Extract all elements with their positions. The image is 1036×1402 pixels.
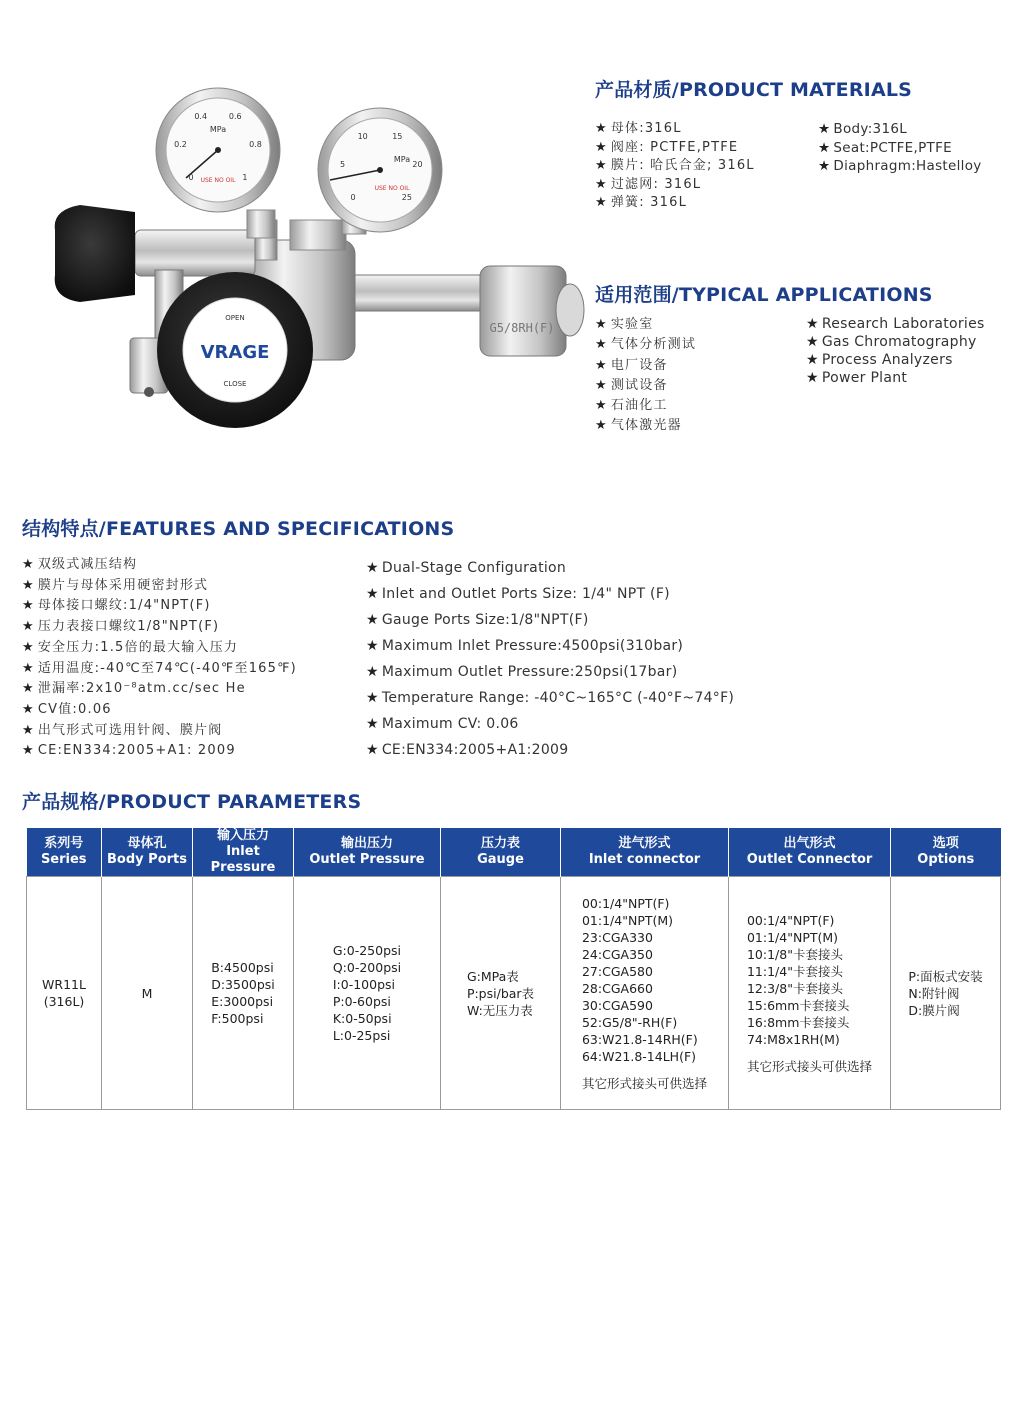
cell-inlet-connector [561, 877, 729, 1110]
column-header-zh: 进气形式 [618, 836, 671, 851]
list-item [595, 157, 755, 176]
column-header-zh: 母体孔 [127, 836, 167, 851]
star-icon: ★ [22, 743, 35, 759]
gauge-tick-label: 20 [412, 160, 423, 170]
list-item [366, 685, 734, 711]
star-icon: ★ [366, 742, 379, 758]
star-icon: ★ [366, 638, 379, 654]
cell-line: 64:W21.8-14LH(F) [581, 1048, 697, 1064]
outlet-marking: G5/8RH(F) [489, 321, 555, 335]
cell-line: 23:CGA330 [581, 929, 653, 945]
cell-line: 52:G5/8"-RH(F) [581, 1014, 678, 1030]
cell-options [891, 877, 1001, 1110]
star-icon: ★ [595, 176, 608, 192]
star-icon: ★ [595, 158, 608, 173]
applications-en-list [806, 315, 985, 387]
list-item [595, 335, 696, 355]
list-item-text: Body:316L [833, 121, 908, 137]
column-header-en: Body Ports [107, 852, 187, 867]
list-item [366, 737, 734, 763]
brand-logo: VRAGE [200, 342, 270, 363]
column-header-zh: 输出压力 [340, 836, 393, 851]
gauge-tick-label: 25 [401, 192, 412, 202]
cell-line: K:0-50psi [332, 1011, 392, 1026]
list-item-text: 安全压力:1.5倍的最大输入压力 [37, 639, 239, 655]
gauge-tick-label: 0 [350, 192, 356, 202]
list-item [366, 659, 734, 685]
list-item-text: 实验室 [610, 317, 654, 332]
column-header-zh: 压力表 [480, 836, 520, 851]
list-item-text: 母体:316L [610, 121, 682, 136]
list-item [595, 396, 696, 416]
list-item-text: 气体激光器 [610, 418, 682, 434]
list-item-text: 弹簧: 316L [610, 195, 688, 210]
materials-en-list [818, 120, 982, 176]
cell-line: Q:0-200psi [332, 960, 402, 975]
list-item [22, 638, 297, 659]
list-item [22, 617, 297, 638]
star-icon: ★ [806, 316, 819, 332]
list-item-text: Diaphragm:Hastelloy [833, 158, 982, 174]
list-item [595, 315, 696, 335]
star-icon: ★ [595, 139, 608, 155]
knob-close-label: CLOSE [223, 380, 247, 388]
gauge-tick-label: 1 [242, 172, 248, 182]
column-header [891, 828, 1001, 877]
cell-line: W:无压力表 [466, 1002, 533, 1018]
star-icon: ★ [22, 598, 35, 614]
gauge-tick-label: 0 [188, 172, 194, 182]
column-header [561, 828, 729, 877]
list-item [595, 356, 696, 376]
cell-line: M [141, 985, 153, 1001]
list-item [818, 157, 982, 176]
column-header-zh: 输入压力 [216, 828, 269, 843]
list-item-text: CE:EN334:2005+A1:2009 [381, 742, 569, 758]
list-item-text: Maximum CV: 0.06 [381, 716, 519, 732]
parameters-heading: 产品规格/PRODUCT PARAMETERS [22, 791, 362, 813]
cell-outlet-pressure [294, 877, 441, 1110]
cell-line: P:psi/bar表 [466, 985, 535, 1001]
list-item [595, 139, 755, 158]
star-icon: ★ [366, 664, 379, 680]
list-item [818, 139, 982, 158]
star-icon: ★ [366, 690, 379, 706]
table-header-row [27, 828, 1001, 877]
list-item-text: Power Plant [821, 370, 908, 386]
list-item [595, 194, 755, 213]
cell-line: 00:1/4"NPT(F) [581, 895, 670, 911]
list-item [806, 315, 985, 333]
cell-line: G:0-250psi [332, 943, 401, 958]
gauge-left [156, 88, 280, 238]
cell-line: P:0-60psi [332, 994, 391, 1009]
column-header-en: Inlet connector [588, 852, 701, 867]
cell-line: 27:CGA580 [581, 963, 653, 979]
gauge-tick-label: 15 [392, 132, 403, 142]
list-item-text: 气体分析测试 [610, 337, 697, 353]
list-item-text: 测试设备 [610, 377, 668, 393]
cell-line: 00:1/4"NPT(F) [746, 912, 835, 928]
cell-outlet-connector [729, 877, 891, 1110]
cell-inlet-pressure [193, 877, 294, 1110]
cell-line: D:3500psi [211, 977, 275, 992]
list-item-text: Maximum Outlet Pressure:250psi(17bar) [381, 664, 678, 680]
list-item-text: Gauge Ports Size:1/8"NPT(F) [381, 612, 589, 628]
list-item-text: 适用温度:-40℃至74℃(-40℉至165℉) [37, 660, 297, 676]
table-row [27, 877, 1001, 1110]
cell-line: (316L) [43, 994, 85, 1009]
star-icon: ★ [595, 317, 608, 332]
handwheel-knob [157, 272, 313, 428]
column-header-en: Outlet Pressure [309, 852, 425, 867]
list-item-text: Temperature Range: -40°C~165°C (-40°F~74°F) [381, 690, 735, 706]
list-item [806, 369, 985, 387]
star-icon: ★ [22, 639, 35, 655]
list-item [366, 607, 734, 633]
list-item [22, 555, 297, 576]
cell-series [27, 877, 102, 1110]
product-parameters-table [26, 828, 1001, 1110]
cell-line: 16:8mm卡套接头 [746, 1014, 850, 1030]
star-icon: ★ [806, 370, 819, 386]
star-icon: ★ [806, 352, 819, 368]
cell-line: F:500psi [211, 1011, 264, 1026]
cell-note: 其它形式接头可供选择 [746, 1058, 872, 1074]
cell-line: 01:1/4"NPT(M) [746, 929, 839, 945]
list-item [366, 711, 734, 737]
list-item [22, 741, 297, 762]
list-item [366, 633, 734, 659]
cell-line: 11:1/4"卡套接头 [746, 963, 843, 979]
list-item-text: 阀座: PCTFE,PTFE [610, 139, 739, 155]
gauge-tick-label: 0.6 [228, 112, 242, 122]
star-icon: ★ [595, 337, 608, 353]
list-item [595, 176, 755, 195]
list-item-text: 石油化工 [610, 398, 668, 414]
knob-open-label: OPEN [225, 314, 245, 322]
star-icon: ★ [595, 418, 608, 434]
list-item-text: Dual-Stage Configuration [381, 560, 567, 576]
list-item [366, 555, 734, 581]
cell-body-ports [102, 877, 193, 1110]
star-icon: ★ [366, 716, 379, 732]
star-icon: ★ [22, 577, 35, 593]
features-zh-list [22, 555, 297, 762]
list-item-text: CV值:0.06 [37, 701, 112, 717]
list-item-text: Inlet and Outlet Ports Size: 1/4" NPT (F) [381, 586, 670, 602]
list-item [595, 416, 696, 436]
list-item-text: 泄漏率:2x10⁻⁸atm.cc/sec He [37, 681, 246, 697]
column-header-en: Series [40, 852, 87, 867]
gauge-tick-label: 0.2 [174, 140, 187, 150]
materials-zh-list [595, 120, 755, 213]
star-icon: ★ [366, 612, 379, 628]
star-icon: ★ [22, 660, 35, 676]
materials-heading: 产品材质/PRODUCT MATERIALS [595, 79, 913, 101]
star-icon: ★ [595, 398, 608, 414]
applications-heading: 适用范围/TYPICAL APPLICATIONS [595, 284, 933, 306]
column-header [729, 828, 891, 877]
star-icon: ★ [818, 121, 831, 137]
star-icon: ★ [366, 560, 379, 576]
star-icon: ★ [806, 334, 819, 350]
star-icon: ★ [22, 722, 35, 738]
list-item-text: 出气形式可选用针阀、膜片阀 [37, 722, 223, 738]
list-item-text: Process Analyzers [821, 352, 953, 368]
cell-line: D:膜片阀 [908, 1002, 960, 1018]
list-item [22, 721, 297, 742]
list-item-text: 膜片: 哈氏合金; 316L [610, 158, 755, 173]
list-item [806, 333, 985, 351]
cell-gauge [441, 877, 561, 1110]
list-item-text: 双级式减压结构 [37, 557, 138, 572]
list-item-text: 母体接口螺纹:1/4"NPT(F) [37, 598, 211, 614]
star-icon: ★ [595, 357, 608, 373]
star-icon: ★ [366, 586, 379, 602]
list-item-text: 压力表接口螺纹1/8"NPT(F) [37, 619, 220, 635]
column-header-zh: 出气形式 [783, 836, 836, 851]
gauge-left-warning: USE NO OIL [200, 177, 236, 184]
cell-line: 24:CGA350 [581, 946, 653, 962]
list-item [22, 659, 297, 680]
gauge-tick-label: 10 [357, 132, 368, 142]
star-icon: ★ [595, 377, 608, 393]
cell-line: E:3000psi [211, 994, 274, 1009]
gauge-left-unit: MPa [209, 125, 227, 134]
features-heading: 结构特点/FEATURES AND SPECIFICATIONS [22, 518, 455, 540]
cell-line: B:4500psi [211, 960, 274, 975]
gauge-right-unit: MPa [393, 155, 411, 164]
star-icon: ★ [22, 681, 35, 697]
star-icon: ★ [22, 557, 35, 572]
cell-line: WR11L [42, 977, 86, 992]
list-item-text: Gas Chromatography [821, 334, 977, 350]
column-header [294, 828, 441, 877]
list-item [806, 351, 985, 369]
cell-line: 15:6mm卡套接头 [746, 997, 850, 1013]
gauge-right-warning: USE NO OIL [374, 185, 410, 192]
list-item [22, 596, 297, 617]
column-header-en: Inlet Pressure [210, 844, 276, 875]
cell-line: N:附针阀 [908, 985, 960, 1001]
cell-line: 63:W21.8-14RH(F) [581, 1031, 698, 1047]
list-item-text: 膜片与母体采用硬密封形式 [37, 577, 209, 593]
cell-line: 01:1/4"NPT(M) [581, 912, 674, 928]
applications-zh-list [595, 315, 696, 437]
list-item-text: 电厂设备 [610, 357, 668, 373]
column-header-en: Outlet Connector [746, 852, 873, 867]
cell-line: 28:CGA660 [581, 980, 653, 996]
star-icon: ★ [595, 195, 608, 210]
column-header [27, 828, 102, 877]
list-item-text: Seat:PCTFE,PTFE [833, 139, 952, 156]
list-item [595, 120, 755, 139]
star-icon: ★ [22, 701, 35, 717]
list-item [595, 376, 696, 396]
features-en-list [366, 555, 734, 763]
star-icon: ★ [595, 121, 608, 136]
column-header [193, 828, 294, 877]
gauge-tick-label: 0.4 [194, 112, 208, 122]
cell-line: 74:M8x1RH(M) [746, 1031, 840, 1047]
list-item-text: 过滤网: 316L [610, 176, 702, 192]
list-item-text: CE:EN334:2005+A1: 2009 [37, 743, 236, 759]
cell-line: L:0-25psi [332, 1028, 391, 1043]
list-item [22, 679, 297, 700]
cell-line: P:面板式安装 [908, 968, 983, 984]
column-header-zh: 选项 [932, 836, 959, 851]
column-header-zh: 系列号 [44, 836, 84, 851]
pressure-regulator-image [40, 70, 590, 430]
cell-line: 10:1/8"卡套接头 [746, 946, 843, 962]
column-header-en: Gauge [477, 852, 524, 867]
cell-line: 12:3/8"卡套接头 [746, 980, 843, 996]
gauge-right [318, 108, 442, 234]
gauge-tick-label: 5 [339, 160, 346, 170]
list-item-text: Maximum Inlet Pressure:4500psi(310bar) [381, 638, 684, 654]
star-icon: ★ [818, 139, 831, 156]
list-item [22, 576, 297, 597]
star-icon: ★ [22, 619, 35, 635]
cell-line: I:0-100psi [332, 977, 395, 992]
column-header [441, 828, 561, 877]
star-icon: ★ [818, 158, 831, 174]
column-header [102, 828, 193, 877]
column-header-en: Options [917, 852, 975, 867]
cell-line: 30:CGA590 [581, 997, 653, 1013]
list-item-text: Research Laboratories [821, 316, 985, 332]
list-item [366, 581, 734, 607]
list-item [22, 700, 297, 721]
cell-line: G:MPa表 [466, 968, 519, 984]
cell-note: 其它形式接头可供选择 [581, 1075, 707, 1091]
list-item [818, 120, 982, 139]
gauge-tick-label: 0.8 [249, 140, 262, 150]
